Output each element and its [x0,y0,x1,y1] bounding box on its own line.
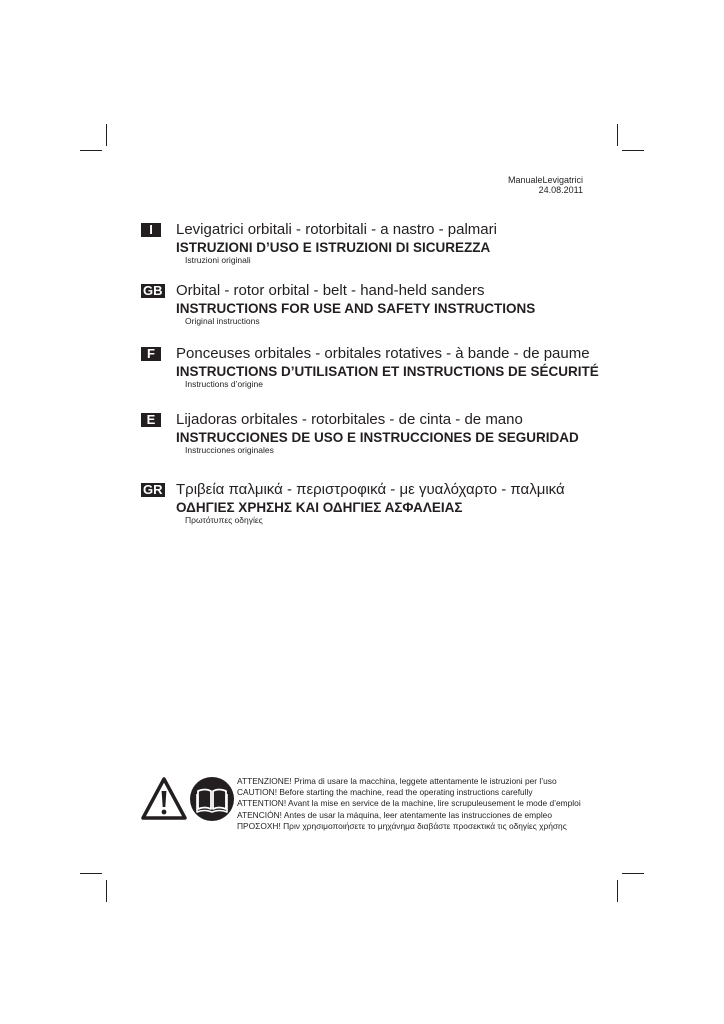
language-title: Orbital - rotor orbital - belt - hand-held sanders [176,282,485,299]
crop-mark [617,124,618,146]
warning-line-it: ATTENZIONE! Prima di usare la macchina, leggete attentamente le istruzioni per l’uso [237,776,557,786]
language-badge: E [141,413,161,427]
warning-line-gr: ΠΡΟΣΟΧΗ! Πριν χρησιμοποιήσετε το μηχάνημα διαβάστε προσεκτικά τις οδηγίες χρήσης [237,820,567,831]
safety-warning [141,776,591,836]
language-subtitle: Instructions d’origine [185,379,263,389]
crop-mark [622,150,644,151]
warning-triangle-icon [141,776,187,822]
language-title: Τριβεία παλμικά - περιστροφικά - με γυαλόχαρτο - παλμικά [176,481,565,498]
read-manual-icon [189,776,235,822]
crop-mark [106,124,107,146]
document-code: ManualeLevigatrici [507,175,583,185]
warning-line-fr: ATTENTION! Avant la mise en service de la machine, lire scrupuleusement le mode d’emploi [237,798,581,809]
document-date: 24.08.2011 [538,185,583,195]
language-subtitle: Πρωτότυπες οδηγίες [185,515,263,525]
crop-mark [80,873,102,874]
language-badge: GR [143,482,163,497]
crop-mark [617,880,618,902]
language-badge: GB [143,283,163,298]
language-title: Ponceuses orbitales - orbitales rotatives - à bande - de paume [176,345,590,362]
language-heading: INSTRUCCIONES DE USO E INSTRUCCIONES DE SEGURIDAD [176,430,579,445]
language-title: Levigatrici orbitali - rotorbitali - a nastro - palmari [176,221,497,238]
warning-line-en: CAUTION! Before starting the machine, read the operating instructions carefully [237,787,533,798]
language-subtitle: Instrucciones originales [185,445,274,455]
language-title: Lijadoras orbitales - rotorbitales - de cinta - de mano [176,411,523,428]
document-reference [508,175,583,195]
crop-mark [106,880,107,902]
language-heading: ΟΔΗΓΙΕΣ ΧΡΗΣΗΣ ΚΑΙ ΟΔΗΓΙΕΣ ΑΣΦΑΛΕΙΑΣ [176,500,463,515]
language-heading: ISTRUZIONI D’USO E ISTRUZIONI DI SICUREZZA [176,240,491,255]
warning-line-es: ATENCIÓN! Antes de usar la máquina, leer atentamente las instrucciones de empleo [237,809,552,820]
language-badge: I [141,223,161,237]
language-badge: F [141,347,161,361]
warning-text [237,776,581,832]
language-heading: INSTRUCTIONS FOR USE AND SAFETY INSTRUCTIONS [176,301,536,316]
language-subtitle: Istruzioni originali [185,255,251,265]
crop-mark [80,150,102,151]
crop-mark [622,873,644,874]
language-subtitle: Original instructions [185,316,260,326]
language-heading: INSTRUCTIONS D’UTILISATION ET INSTRUCTIONS DE SÉCURITÉ [176,364,599,379]
